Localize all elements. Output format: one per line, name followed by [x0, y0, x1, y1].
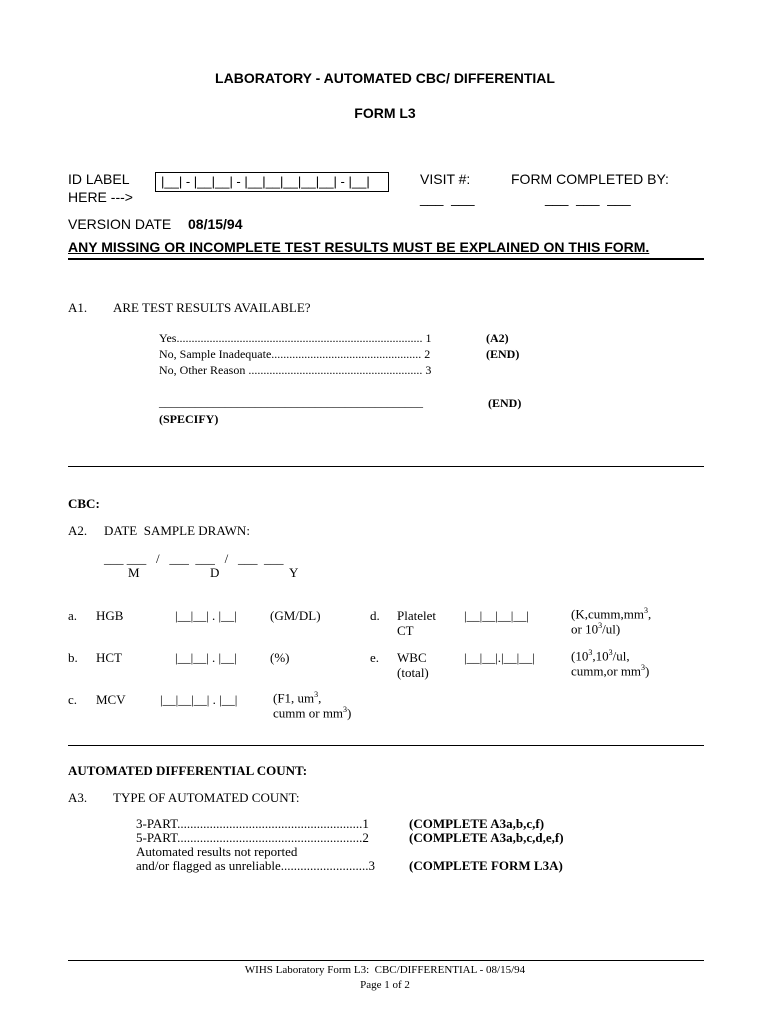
a3-option-3part[interactable]: 3-PART.........................................................1: [136, 816, 369, 831]
a3-action-5part: (COMPLETE A3a,b,c,d,e,f): [409, 830, 564, 845]
date-day-label: D: [210, 565, 220, 580]
diff-heading: AUTOMATED DIFFERENTIAL COUNT:: [68, 763, 308, 778]
wbc-field[interactable]: |__|__|.|__|__|: [464, 650, 535, 665]
hct-field[interactable]: |__|__| . |__|: [175, 650, 237, 665]
hgb-unit: (GM/DL): [270, 608, 321, 623]
mcv-unit1-end: ,: [318, 690, 322, 706]
wbc-letter: e.: [370, 650, 380, 665]
wbc-unit-line2: [571, 663, 649, 679]
platelet-unit2-text: or 10: [571, 621, 599, 637]
footer-form-id: WIHS Laboratory Form L3: CBC/DIFFERENTIAL - 08/15/94: [244, 964, 526, 976]
id-label-line2: HERE --->: [68, 189, 133, 205]
mcv-field[interactable]: |__|__|__| . |__|: [160, 692, 238, 707]
wbc-unit1-text: (10: [571, 648, 589, 664]
hgb-letter: a.: [68, 608, 78, 623]
platelet-label-line1: Platelet: [397, 608, 436, 623]
completed-by-field[interactable]: ___ ___ ___: [545, 190, 631, 206]
a1-option-other[interactable]: No, Other Reason .......................................................... 3: [159, 363, 432, 377]
visit-label: VISIT #:: [420, 171, 471, 187]
a1-skip-yes: (A2): [486, 331, 509, 345]
a3-option-unreliable-line1[interactable]: Automated results not reported: [136, 844, 298, 859]
a3-number: A3.: [68, 790, 88, 805]
version-label: VERSION DATE: [68, 216, 172, 232]
wbc-unit2-text: cumm,or mm: [571, 663, 642, 679]
wbc-unit-line1: [571, 648, 630, 664]
id-field: |__| - |__|__| - |__|__|__|__|__| - |__|: [161, 174, 370, 189]
wbc-unit2-end: ): [645, 663, 650, 679]
a1-option-inadequate[interactable]: No, Sample Inadequate.................................................. 2: [159, 347, 431, 361]
date-month-label: M: [128, 565, 140, 580]
date-year-label: Y: [289, 565, 299, 580]
completed-by-label: FORM COMPLETED BY:: [511, 171, 669, 187]
mcv-unit2-end: ): [347, 705, 352, 721]
wbc-unit2-sup: 3: [641, 663, 646, 672]
a1-option-yes[interactable]: Yes.................................................................................. 1: [159, 331, 432, 345]
platelet-unit2-sup: 3: [598, 621, 603, 630]
footer-divider: [68, 960, 704, 961]
a1-skip-inadequate: (END): [486, 347, 520, 361]
mcv-label: MCV: [96, 692, 126, 707]
platelet-unit1-sup: 3: [643, 606, 648, 615]
cbc-heading: CBC:: [68, 496, 100, 511]
hct-label: HCT: [96, 650, 122, 665]
platelet-unit1-end: ,: [647, 606, 652, 622]
section-divider-2: [68, 745, 704, 746]
section-divider-1: [68, 466, 704, 467]
mcv-letter: c.: [68, 692, 78, 707]
hct-unit: (%): [270, 650, 290, 665]
platelet-unit-line2: [571, 621, 620, 637]
platelet-letter: d.: [370, 608, 380, 623]
a1-number: A1.: [68, 300, 88, 315]
wbc-unit1-sup2: 3: [608, 648, 613, 657]
form-number: FORM L3: [354, 105, 416, 121]
mcv-unit-line1: [273, 690, 321, 706]
warning-underline: [68, 258, 704, 260]
platelet-label-line2: CT: [397, 623, 414, 638]
wbc-unit1-mid: ,10: [592, 648, 609, 664]
platelet-unit-line1: [571, 606, 651, 622]
mcv-unit2-sup: 3: [343, 705, 348, 714]
a1-specify-line[interactable]: ____________________________________________: [159, 395, 423, 409]
hct-letter: b.: [68, 650, 78, 665]
wbc-label-line2: (total): [397, 665, 429, 680]
a3-option-unreliable-line2[interactable]: and/or flagged as unreliable...........................3: [136, 858, 375, 873]
platelet-unit1-text: (K,cumm,mm: [571, 606, 644, 622]
incomplete-results-warning: ANY MISSING OR INCOMPLETE TEST RESULTS MUST BE EXPLAINED ON THIS FORM.: [68, 239, 650, 255]
footer-page-number: Page 1 of 2: [360, 979, 410, 991]
a2-number: A2.: [68, 523, 88, 538]
form-title: LABORATORY - AUTOMATED CBC/ DIFFERENTIAL: [215, 70, 555, 86]
a3-action-3part: (COMPLETE A3a,b,c,f): [409, 816, 545, 831]
a3-question: TYPE OF AUTOMATED COUNT:: [113, 790, 300, 805]
mcv-unit-line2: [273, 705, 351, 721]
mcv-unit2-text: cumm or mm: [273, 705, 344, 721]
mcv-unit1-text: (F1, um: [273, 690, 315, 706]
platelet-unit2-end: /ul): [602, 621, 621, 637]
platelet-field[interactable]: |__|__|__|__|: [464, 608, 530, 623]
version-date: 08/15/94: [188, 216, 243, 232]
id-label-line1: ID LABEL: [68, 171, 130, 187]
wbc-unit1-sup: 3: [588, 648, 593, 657]
wbc-label-line1: WBC: [397, 650, 427, 665]
wbc-unit1-end: /ul,: [612, 648, 630, 664]
a3-option-5part[interactable]: 5-PART.........................................................2: [136, 830, 369, 845]
a1-specify-skip: (END): [488, 396, 522, 410]
a3-action-unreliable: (COMPLETE FORM L3A): [409, 858, 563, 873]
hgb-field[interactable]: |__|__| . |__|: [175, 608, 237, 623]
hgb-label: HGB: [96, 608, 124, 623]
a1-question: ARE TEST RESULTS AVAILABLE?: [113, 300, 311, 315]
a1-specify-label: (SPECIFY): [159, 412, 219, 426]
date-drawn-field[interactable]: ___ ___ / ___ ___ / ___ ___: [104, 551, 284, 566]
a2-question: DATE SAMPLE DRAWN:: [104, 523, 250, 538]
mcv-unit1-sup: 3: [314, 690, 319, 699]
visit-field[interactable]: ___ ___: [420, 190, 475, 206]
